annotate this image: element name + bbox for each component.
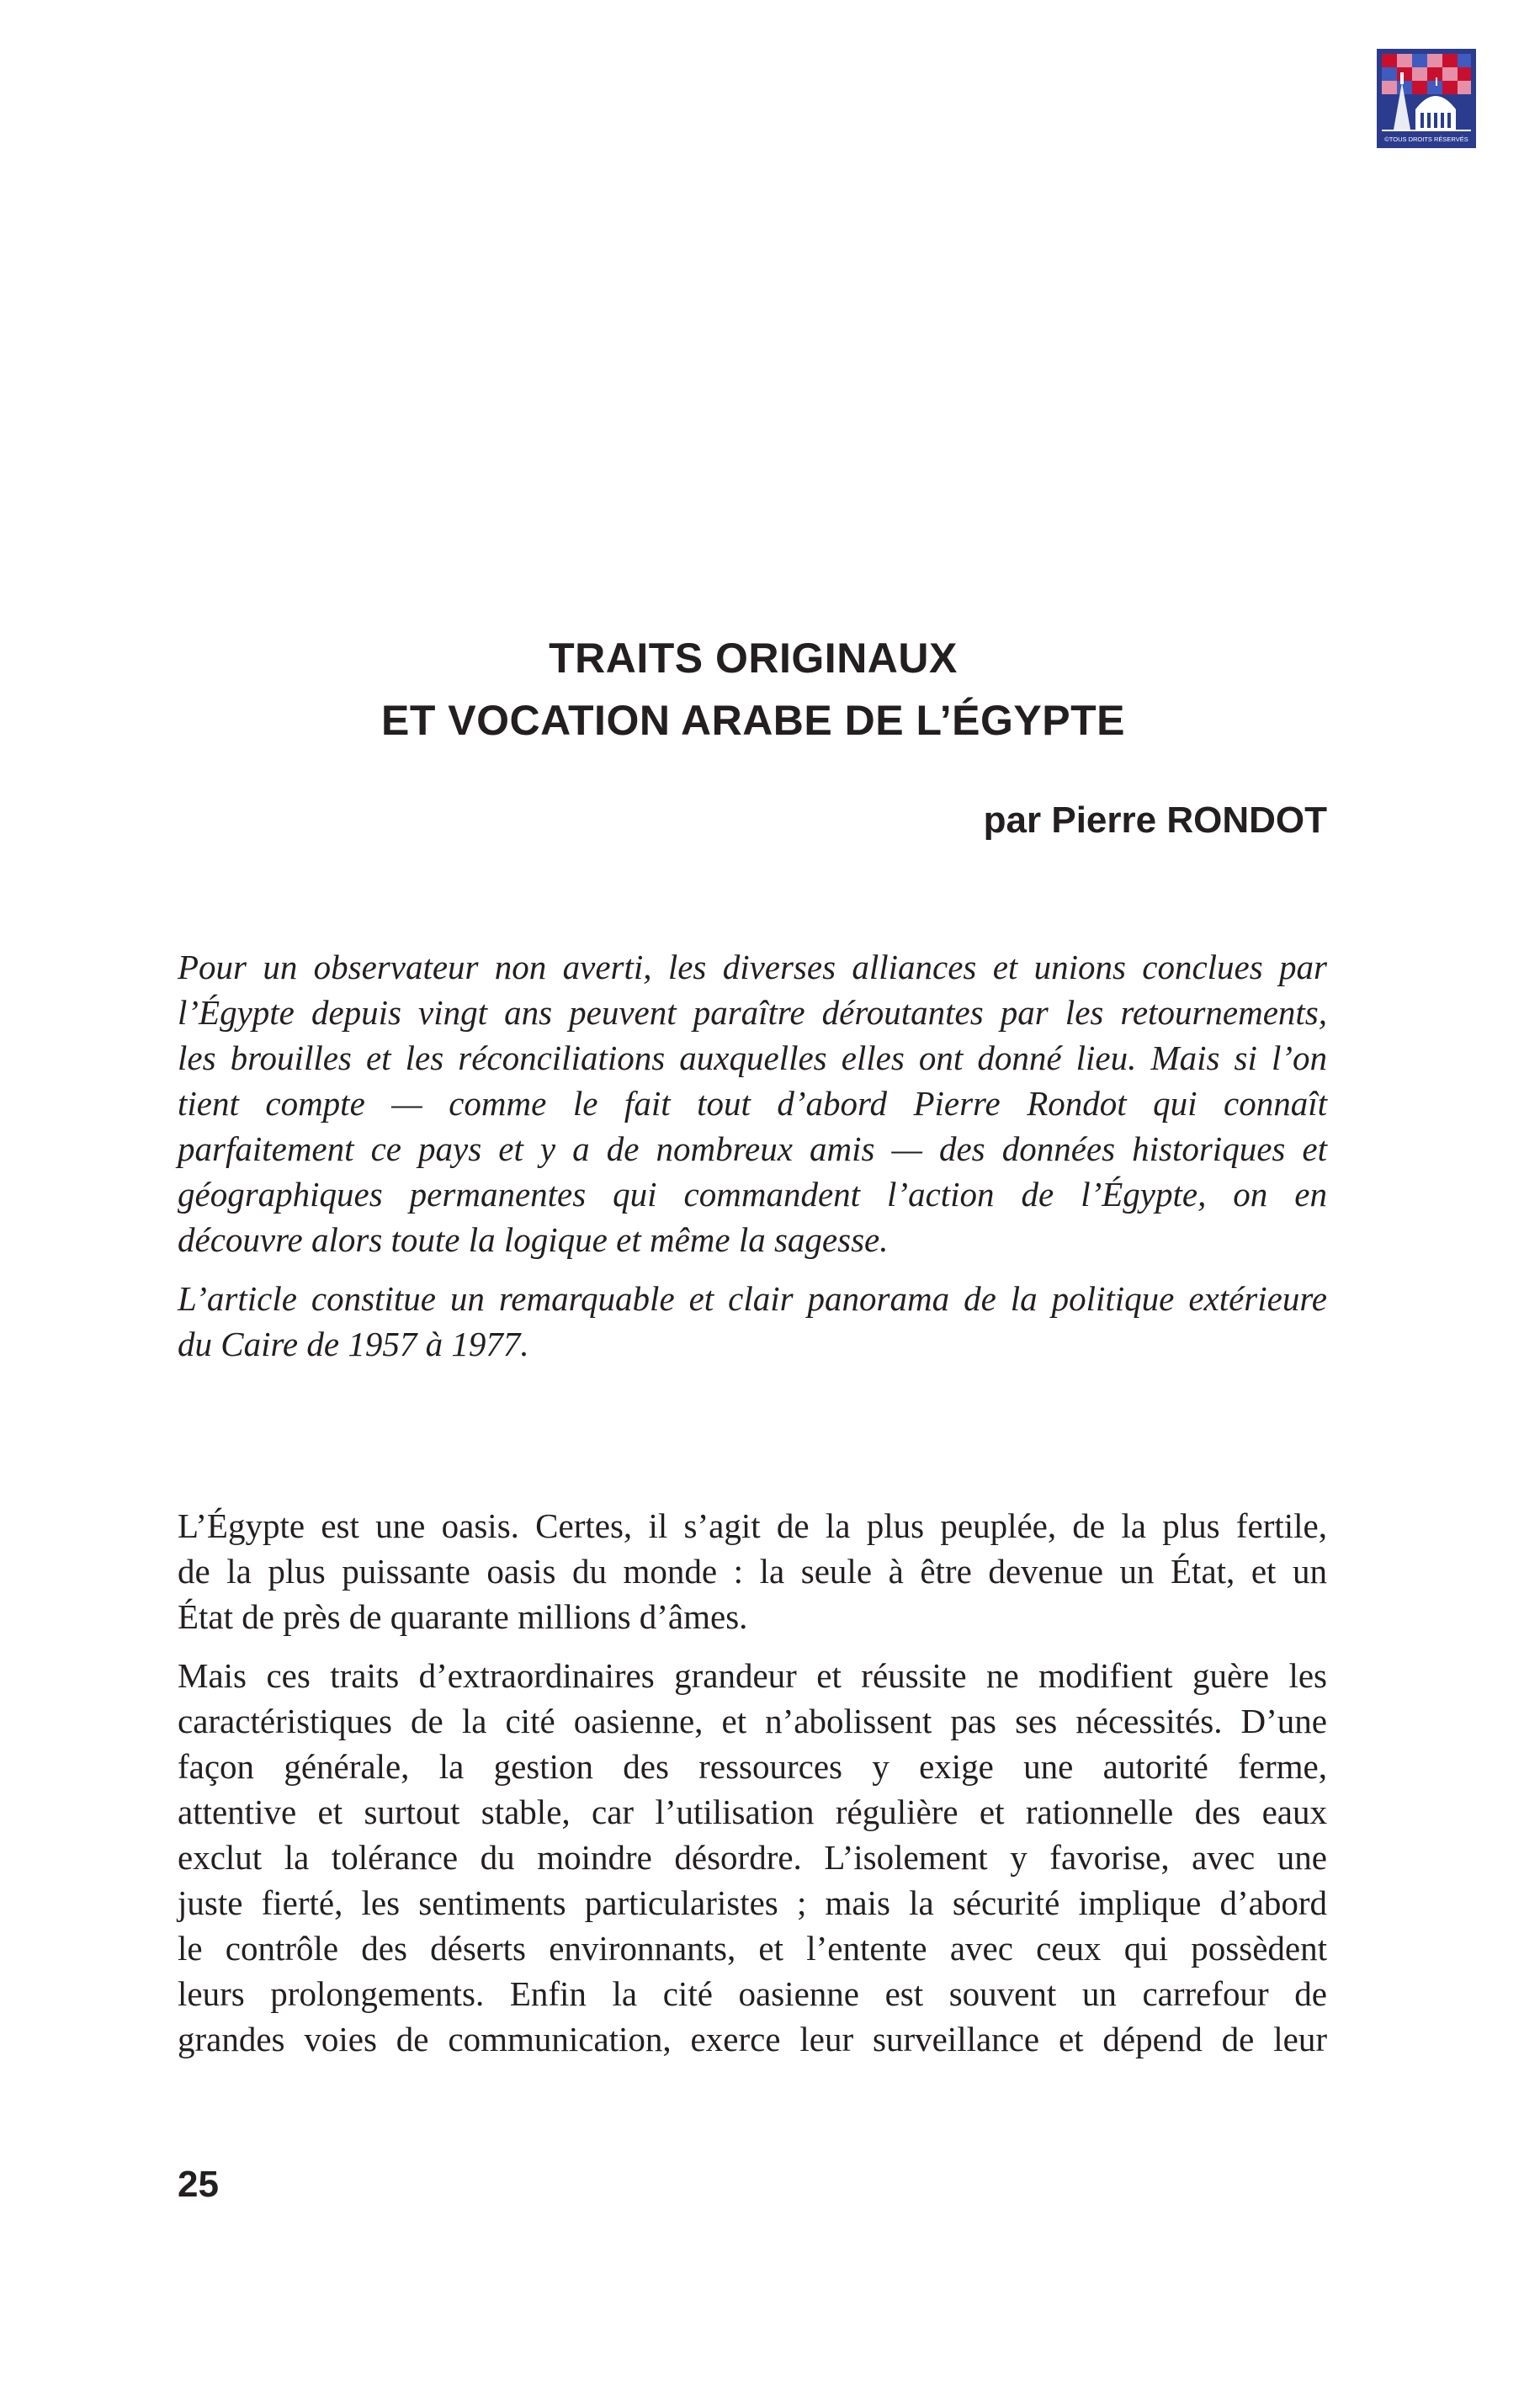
body-line: grandes voies de communication, exerce leur surveillance et dépend de leur [178,2020,1327,2058]
logo-caption: ©TOUS DROITS RÉSERVÉS [1384,135,1468,143]
logo-graphic [1377,49,1476,148]
abstract-line: L’article constitue un remarquable et clair panorama de la politique extérieure [178,1279,1327,1318]
body-line: caractéristiques de la cité oasienne, et n’abolissent pas ses nécessités. D’une [178,1702,1327,1740]
abstract-line: l’Égypte depuis vingt ans peuvent paraître déroutantes par les retournements, [178,993,1327,1032]
abstract-line: du Caire de 1957 à 1977. [178,1325,529,1363]
building-dome-logo [1377,49,1476,148]
body-paragraph-2 [178,1653,1327,2062]
body-line: de la plus puissante oasis du monde : la seule à être devenue un État, et un [178,1552,1327,1591]
abstract [178,944,1327,1380]
body-line: le contrôle des déserts environnants, et l’entente avec ceux qui possèdent [178,1929,1327,1968]
abstract-paragraph-1 [178,944,1327,1262]
body-line: juste fierté, les sentiments particularistes ; mais la sécurité implique d’abord [178,1883,1327,1922]
body-line: État de près de quarante millions d’âmes. [178,1597,748,1636]
abstract-line: découvre alors toute la logique et même la sagesse. [178,1220,889,1259]
abstract-line: tient compte — comme le fait tout d’abord Pierre Rondot qui connaît [178,1084,1327,1123]
title-line-1: TRAITS ORIGINAUX [549,635,958,682]
page-number: 25 [178,2164,219,2205]
body-line: L’Égypte est une oasis. Certes, il s’agit de la plus peuplée, de la plus fertile, [178,1506,1327,1545]
body-line: Mais ces traits d’extraordinaires grandeur et réussite ne modifient guère les [178,1656,1327,1695]
body-line: attentive et surtout stable, car l’utilisation régulière et rationnelle des eaux [178,1793,1327,1831]
article-title [126,627,1380,752]
body-line: façon générale, la gestion des ressources y exige une autorité ferme, [178,1747,1327,1786]
abstract-line: Pour un observateur non averti, les diverses alliances et unions conclues par [178,948,1327,986]
abstract-line: parfaitement ce pays et y a de nombreux amis — des données historiques et [178,1129,1327,1168]
body-line: leurs prolongements. Enfin la cité oasienne est souvent un carrefour de [178,1974,1327,2013]
article-body [178,1503,1327,2075]
abstract-line: géographiques permanentes qui commandent l’action de l’Égypte, on en [178,1175,1327,1214]
body-paragraph-1 [178,1503,1327,1639]
abstract-line: les brouilles et les réconciliations auxquelles elles ont donné lieu. Mais si l’on [178,1038,1327,1077]
abstract-paragraph-2 [178,1276,1327,1367]
title-line-2: ET VOCATION ARABE DE L’ÉGYPTE [380,697,1126,744]
author-byline: par Pierre RONDOT [983,799,1327,841]
body-line: exclut la tolérance du moindre désordre. L’isolement y favorise, avec une [178,1838,1327,1877]
